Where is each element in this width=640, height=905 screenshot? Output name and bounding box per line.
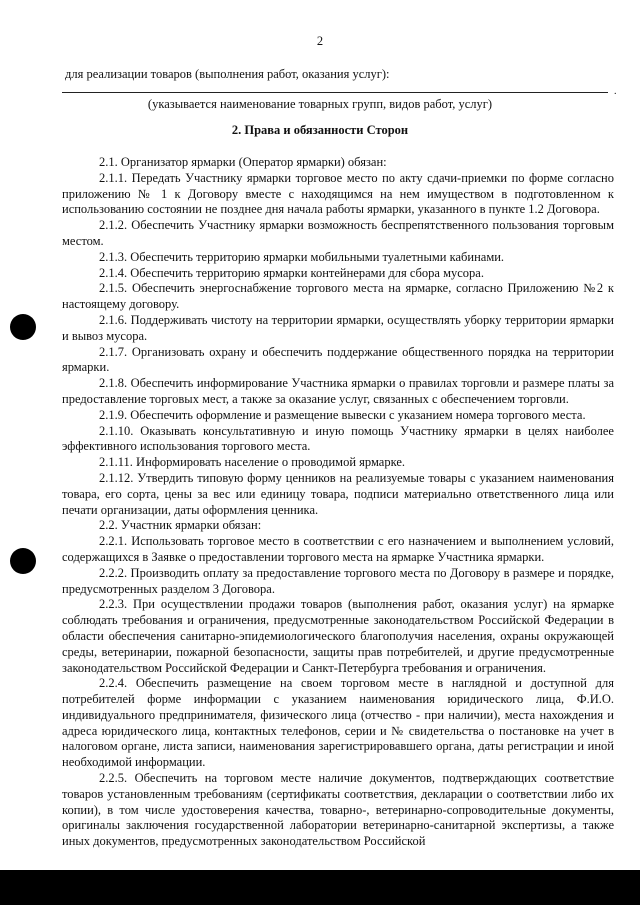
paragraph: 2.1.1. Передать Участнику ярмарки торговое место по акту сдачи-приемки по форме согласно приложению № 1 к Договору вместе с находящимся на нем имуществом в подготовленном к использованию состоянии не позднее дня начала работы ярмарки, указанного в пункте 1.2 Договора.: [62, 170, 614, 217]
paragraph: 2.2.5. Обеспечить на торговом месте наличие документов, подтверждающих соответствие товаров установленным требованиям (сертификаты соответствия, декларации о соответствии либо их копии), в том числе удостоверения качества, товарно-, ветеринарно-сопроводительные документы, оригиналы заключения государственной лаборатории ветеринарно-санитарной экспертизы, а также иных документов, предусмотренных законодательством Российской: [62, 771, 614, 849]
underline-hint: (указывается наименование товарных групп, видов работ, услуг): [147, 97, 493, 111]
punch-hole: [10, 314, 36, 340]
paragraph: 2.1.3. Обеспечить территорию ярмарки мобильными туалетными кабинами.: [99, 249, 505, 264]
paragraph: 2.2.4. Обеспечить размещение на своем торговом месте в наглядной и доступной для потребителей форме информации с указанием наименования юридического лица, Ф.И.О. индивидуального предпринимателя, физического лица (отчество - при наличии), места нахождения и адреса юридического лица, контактных телефонов, серии и № свидетельства о постановке на учет в налоговом органе, листа записи, наименования зарегистрировавшего органа, даты регистрации и иной необходимой информации.: [62, 676, 614, 770]
section-heading: 2. Права и обязанности Сторон: [231, 123, 409, 137]
paragraph: 2.1.2. Обеспечить Участнику ярмарки возможность беспрепятственного пользования торговым местом.: [62, 218, 614, 248]
scan-mark: .: [614, 86, 617, 97]
paragraph: 2.2.2. Производить оплату за предоставление торгового места по Договору в размере и порядке, предусмотренных разделом 3 Договора.: [62, 565, 614, 596]
paragraph: 2.1.11. Информировать население о проводимой ярмарке.: [99, 455, 405, 470]
paragraph: 2.1.10. Оказывать консультативную и иную помощь Участнику ярмарки в целях наиболее эффективного использования торгового места.: [62, 423, 614, 454]
page-number: 2: [316, 34, 324, 48]
paragraph: 2.2.1. Использовать торговое место в соответствии с его назначением и выполнением условий, содержащихся в Заявке о предоставлении торгового места на ярмарке Участника ярмарки.: [62, 534, 614, 564]
paragraph: 2.1.7. Организовать охрану и обеспечить поддержание общественного порядка на территории ярмарки.: [62, 344, 614, 375]
paragraph: 2.2. Участник ярмарки обязан:: [99, 518, 262, 533]
section-body: [62, 155, 614, 850]
paragraph: 2.1.6. Поддерживать чистоту на территории ярмарки, осуществлять уборку территории ярмарки и вывоз мусора.: [62, 312, 614, 343]
intro-line: для реализации товаров (выполнения работ, оказания услуг):: [65, 67, 390, 81]
paragraph: 2.1.12. Утвердить типовую форму ценников на реализуемые товары с указанием наименования товара, его сорта, цены за вес или единицу товара, подписи материально ответственного лица или печати организации, даты оформления ценника.: [62, 470, 614, 517]
fill-in-underline: [62, 92, 608, 93]
paragraph: 2.1.4. Обеспечить территорию ярмарки контейнерами для сбора мусора.: [99, 265, 484, 280]
paragraph: 2.2.3. При осуществлении продажи товаров (выполнения работ, оказания услуг) на ярмарке соблюдать требования и ограничения, предусмотренные законодательством Российской Федерации в области обеспечения санитарно-эпидемиологического благополучия населения, охраны окружающей среды, ветеринарии, пожарной безопасности, защиты прав потребителей, и другие предусмотренные законодательством Российской Федерации и Санкт-Петербурга требования и ограничения.: [62, 597, 614, 675]
paragraph: 2.1.9. Обеспечить оформление и размещение вывески с указанием номера торгового места.: [99, 407, 586, 422]
paragraph: 2.1. Организатор ярмарки (Оператор ярмарки) обязан:: [99, 155, 387, 169]
scan-border: [0, 870, 640, 905]
paragraph: 2.1.5. Обеспечить энергоснабжение торгового места на ярмарке, согласно Приложению №2 к настоящему договору.: [62, 281, 614, 312]
punch-hole: [10, 548, 36, 574]
paragraph: 2.1.8. Обеспечить информирование Участника ярмарки о правилах торговли и размере платы за предоставление торговых мест, а также за оказание услуг, связанных с обеспечением торговли.: [62, 376, 614, 406]
